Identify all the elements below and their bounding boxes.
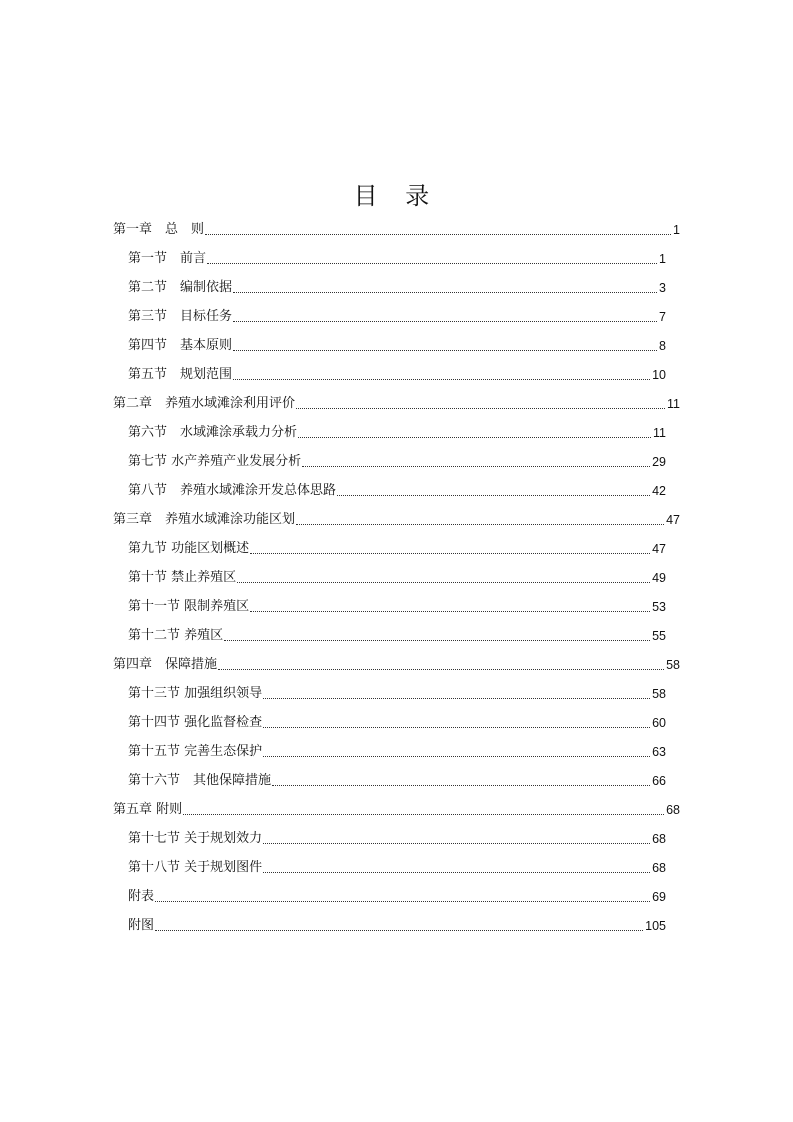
toc-entry-label: 第二节 编制依据 <box>128 280 233 295</box>
toc-entry-label: 第十七节 关于规划效力 <box>128 831 263 846</box>
toc-page-number: 69 <box>652 890 666 904</box>
toc-dot-leader <box>263 756 650 757</box>
toc-entry-label: 第十四节 强化监督检查 <box>128 715 263 730</box>
toc-entry-label: 第一章 总 则 <box>113 222 205 237</box>
toc-section-entry[interactable] <box>128 442 666 471</box>
toc-page-number: 11 <box>667 397 680 411</box>
toc-section-entry[interactable] <box>128 732 666 761</box>
toc-entry-label: 第四章 保障措施 <box>113 657 218 672</box>
toc-section-entry[interactable] <box>128 529 666 558</box>
toc-chapter-entry[interactable] <box>113 790 680 819</box>
toc-chapter-entry[interactable] <box>113 500 680 529</box>
toc-page-number: 68 <box>652 832 666 846</box>
toc-dot-leader <box>250 553 650 554</box>
toc-dot-leader <box>298 437 651 438</box>
toc-page-number: 55 <box>652 629 666 643</box>
toc-dot-leader <box>207 263 657 264</box>
toc-section-entry[interactable] <box>128 326 666 355</box>
toc-entry-label: 第五章 附则 <box>113 802 183 817</box>
toc-page-number: 42 <box>652 484 666 498</box>
toc-section-entry[interactable] <box>128 587 666 616</box>
toc-dot-leader <box>296 524 664 525</box>
toc-section-entry[interactable] <box>128 239 666 268</box>
toc-entry-label: 第二章 养殖水域滩涂利用评价 <box>113 396 296 411</box>
toc-dot-leader <box>233 292 657 293</box>
toc-dot-leader <box>155 901 650 902</box>
toc-entry-label: 第十八节 关于规划图件 <box>128 860 263 875</box>
toc-dot-leader <box>302 466 650 467</box>
toc-chapter-entry[interactable] <box>113 384 680 413</box>
toc-section-entry[interactable] <box>128 703 666 732</box>
toc-dot-leader <box>205 234 671 235</box>
toc-dot-leader <box>224 640 650 641</box>
toc-dot-leader <box>296 408 665 409</box>
toc-page-number: 47 <box>652 542 666 556</box>
toc-dot-leader <box>183 814 664 815</box>
toc-page-number: 11 <box>653 426 666 440</box>
toc-page-number: 1 <box>659 252 666 266</box>
toc-section-entry[interactable] <box>128 297 666 326</box>
toc-entry-label: 第四节 基本原则 <box>128 338 233 353</box>
toc-dot-leader <box>263 698 650 699</box>
toc-page-number: 68 <box>652 861 666 875</box>
toc-page-number: 47 <box>666 513 680 527</box>
toc-section-entry[interactable] <box>128 877 666 906</box>
toc-entry-label: 附图 <box>128 918 155 933</box>
toc-entry-label: 第八节 养殖水域滩涂开发总体思路 <box>128 483 337 498</box>
toc-dot-leader <box>233 321 657 322</box>
toc-entry-label: 第三章 养殖水域滩涂功能区划 <box>113 512 296 527</box>
toc-page-number: 29 <box>652 455 666 469</box>
toc-page-number: 53 <box>652 600 666 614</box>
toc-section-entry[interactable] <box>128 268 666 297</box>
toc-dot-leader <box>263 872 650 873</box>
toc-chapter-entry[interactable] <box>113 645 680 674</box>
toc-section-entry[interactable] <box>128 848 666 877</box>
toc-dot-leader <box>263 843 650 844</box>
toc-page-number: 60 <box>652 716 666 730</box>
toc-section-entry[interactable] <box>128 616 666 645</box>
toc-entry-label: 第一节 前言 <box>128 251 207 266</box>
toc-page-number: 58 <box>652 687 666 701</box>
toc-section-entry[interactable] <box>128 674 666 703</box>
toc-entry-label: 第十一节 限制养殖区 <box>128 599 250 614</box>
toc-entry-label: 第三节 目标任务 <box>128 309 233 324</box>
toc-entry-label: 附表 <box>128 889 155 904</box>
toc-dot-leader <box>233 350 657 351</box>
toc-page-number: 105 <box>645 919 666 933</box>
toc-page-number: 8 <box>659 339 666 353</box>
toc-entry-label: 第十五节 完善生态保护 <box>128 744 263 759</box>
toc-entry-label: 第六节 水域滩涂承载力分析 <box>128 425 298 440</box>
toc-page-number: 3 <box>659 281 666 295</box>
toc-entry-label: 第五节 规划范围 <box>128 367 233 382</box>
toc-section-entry[interactable] <box>128 471 666 500</box>
toc-page-number: 58 <box>666 658 680 672</box>
toc-entry-label: 第十三节 加强组织领导 <box>128 686 263 701</box>
toc-section-entry[interactable] <box>128 761 666 790</box>
toc-dot-leader <box>250 611 650 612</box>
toc-page-number: 49 <box>652 571 666 585</box>
page-title: 目 录 <box>353 182 440 210</box>
toc-section-entry[interactable] <box>128 413 666 442</box>
toc-dot-leader <box>233 379 650 380</box>
toc-dot-leader <box>263 727 650 728</box>
toc-page-number: 7 <box>659 310 666 324</box>
toc-page-number: 10 <box>652 368 666 382</box>
toc-entry-label: 第十二节 养殖区 <box>128 628 224 643</box>
toc-chapter-entry[interactable] <box>113 210 680 239</box>
toc-section-entry[interactable] <box>128 355 666 384</box>
toc-section-entry[interactable] <box>128 906 666 935</box>
toc-entry-label: 第十六节 其他保障措施 <box>128 773 272 788</box>
toc-page-number: 68 <box>666 803 680 817</box>
toc-entry-label: 第十节 禁止养殖区 <box>128 570 237 585</box>
toc-dot-leader <box>155 930 643 931</box>
toc-dot-leader <box>337 495 650 496</box>
toc-page-number: 63 <box>652 745 666 759</box>
toc-entry-label: 第九节 功能区划概述 <box>128 541 250 556</box>
toc-page-number: 66 <box>652 774 666 788</box>
toc-section-entry[interactable] <box>128 558 666 587</box>
toc-entry-label: 第七节 水产养殖产业发展分析 <box>128 454 302 469</box>
toc-dot-leader <box>218 669 664 670</box>
toc-page-number: 1 <box>673 223 680 237</box>
toc-dot-leader <box>237 582 650 583</box>
toc-dot-leader <box>272 785 650 786</box>
toc-section-entry[interactable] <box>128 819 666 848</box>
